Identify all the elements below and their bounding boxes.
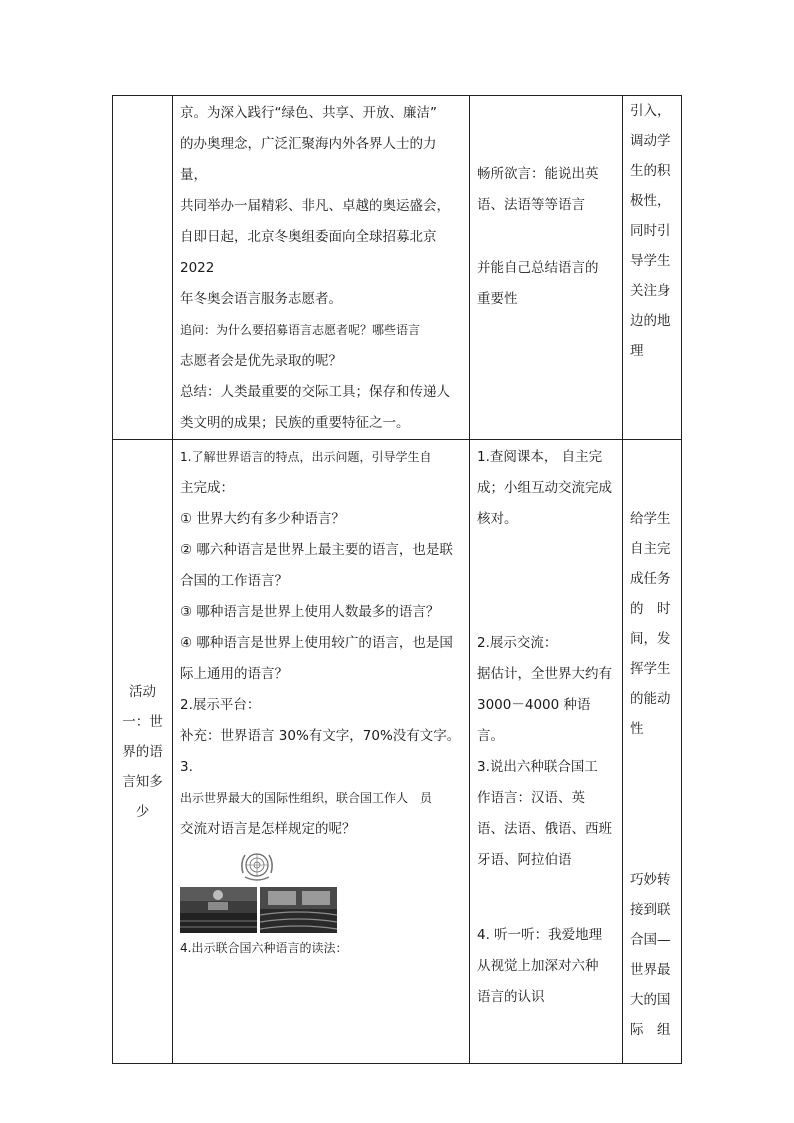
teacher-activity-cell bbox=[173, 96, 470, 440]
text-line: 大的国 bbox=[630, 992, 671, 1008]
un-conference-photo bbox=[260, 887, 337, 933]
text-line: 4.出示联合国六种语言的读法： bbox=[180, 941, 348, 955]
text-line: 3.说出六种联合国工 bbox=[477, 759, 598, 775]
table-row bbox=[113, 440, 682, 1064]
text-line: 年冬奥会语言服务志愿者。 bbox=[180, 291, 342, 307]
stage-label: 界的语 bbox=[122, 743, 163, 760]
stage-label: 一：世 bbox=[122, 713, 163, 730]
text-line: 1.了解世界语言的特点，出示问题，引导学生自 bbox=[180, 450, 432, 464]
text-line: 性 bbox=[630, 721, 644, 737]
text-line: 自主完 bbox=[630, 541, 671, 557]
text-line: 的 时 bbox=[630, 601, 671, 617]
student-activity-cell bbox=[470, 96, 623, 440]
text-line: 际 组 bbox=[630, 1022, 671, 1038]
text-line: 生的积 bbox=[630, 163, 671, 179]
text-line: ③ 哪种语言是世界上使用人数最多的语言？ bbox=[180, 604, 440, 620]
text-line: 作语言：汉语、英 bbox=[477, 790, 585, 806]
stage-cell bbox=[113, 96, 173, 440]
teacher-activity-cell bbox=[173, 440, 470, 1064]
stage-label: 少 bbox=[135, 803, 150, 820]
text-line: 际上通用的语言？ bbox=[180, 666, 288, 682]
text-line: 的办奥理念，广泛汇聚海内外各界人士的力量， bbox=[180, 136, 437, 183]
text-line: 并能自己总结语言的 bbox=[477, 260, 599, 276]
text-line: 3000－4000 种语言。 bbox=[477, 697, 591, 744]
text-line: 边的地 bbox=[630, 313, 671, 329]
un-images bbox=[180, 849, 463, 941]
text-line: 成；小组互动交流完成 bbox=[477, 480, 612, 496]
text-line: 语、法语等等语言 bbox=[477, 197, 585, 213]
text-line: 极性， bbox=[630, 193, 671, 209]
text-line: 共同举办一届精彩、非凡、卓越的奥运盛会， bbox=[180, 198, 450, 214]
text-line: 合国的工作语言？ bbox=[180, 573, 288, 589]
text-line: 2.展示平台： bbox=[180, 697, 261, 713]
text-line: ② 哪六种语言是世界上最主要的语言，也是联 bbox=[180, 542, 453, 558]
text-line: 挥学生 bbox=[630, 661, 671, 677]
text-line: 2.展示交流： bbox=[477, 635, 558, 651]
text-line: 导学生 bbox=[630, 253, 671, 269]
text-line: 交流对语言是怎样规定的呢？ bbox=[180, 821, 356, 837]
purpose-cell bbox=[623, 440, 682, 1064]
text-line: 志愿者会是优先录取的呢？ bbox=[180, 353, 342, 369]
text-line: 据估计，全世界大约有 bbox=[477, 666, 612, 682]
text-line: 总结：人类最重要的交际工具；保存和传递人 bbox=[180, 384, 450, 400]
text-line: 世界最 bbox=[630, 962, 671, 978]
un-assembly-photo bbox=[180, 887, 257, 933]
text-line: 理 bbox=[630, 343, 644, 359]
table-row bbox=[113, 96, 682, 440]
lesson-plan-table bbox=[112, 95, 682, 1064]
text-line: 核对。 bbox=[477, 511, 518, 527]
stage-label: 活动 bbox=[129, 683, 156, 700]
text-line: 从视觉上加深对六种 bbox=[477, 958, 599, 974]
text-line: 成任务 bbox=[630, 571, 671, 587]
text-line: 给学生 bbox=[630, 511, 671, 527]
text-line: 接到联 bbox=[630, 902, 671, 918]
text-line: 4. 听一听：我爱地理 bbox=[477, 927, 603, 943]
text-line: 引入， bbox=[630, 103, 671, 119]
un-emblem-icon bbox=[237, 849, 277, 883]
text-line: 间，发 bbox=[630, 631, 671, 647]
text-line: 补充：世界语言 30%有文字，70%没有文字。3. bbox=[180, 728, 461, 775]
stage-label: 言知多 bbox=[122, 773, 163, 790]
text-line: 出示世界最大的国际性组织，联合国工作人 员 bbox=[180, 791, 433, 805]
text-line: 关注身 bbox=[630, 283, 671, 299]
student-activity-cell bbox=[470, 440, 623, 1064]
text-line: 重要性 bbox=[477, 291, 518, 307]
text-line: 语言的认识 bbox=[477, 989, 545, 1005]
stage-cell bbox=[113, 440, 173, 1064]
text-line: 合国— bbox=[630, 932, 671, 948]
text-line: ① 世界大约有多少种语言？ bbox=[180, 511, 345, 527]
text-line: 自即日起，北京冬奥组委面向全球招募北京2022 bbox=[180, 229, 437, 276]
text-line: 类文明的成果；民族的重要特征之一。 bbox=[180, 415, 410, 431]
text-line: 调动学 bbox=[630, 133, 671, 149]
text-line: 主完成： bbox=[180, 480, 234, 496]
text-line: 京。为深入践行“绿色、共享、开放、廉洁” bbox=[180, 105, 437, 121]
text-line: 追问：为什么要招募语言志愿者呢？哪些语言 bbox=[180, 323, 421, 337]
text-line: 同时引 bbox=[630, 223, 671, 239]
text-line: 畅所欲言：能说出英 bbox=[477, 166, 599, 182]
text-line: 语、法语、俄语、西班 bbox=[477, 821, 612, 837]
text-line: 1.查阅课本， 自主完 bbox=[477, 449, 603, 465]
text-line: 牙语、阿拉伯语 bbox=[477, 852, 572, 868]
purpose-cell bbox=[623, 96, 682, 440]
text-line: 巧妙转 bbox=[630, 872, 671, 888]
text-line: 的能动 bbox=[630, 691, 671, 707]
text-line: ④ 哪种语言是世界上使用较广的语言，也是国 bbox=[180, 635, 453, 651]
